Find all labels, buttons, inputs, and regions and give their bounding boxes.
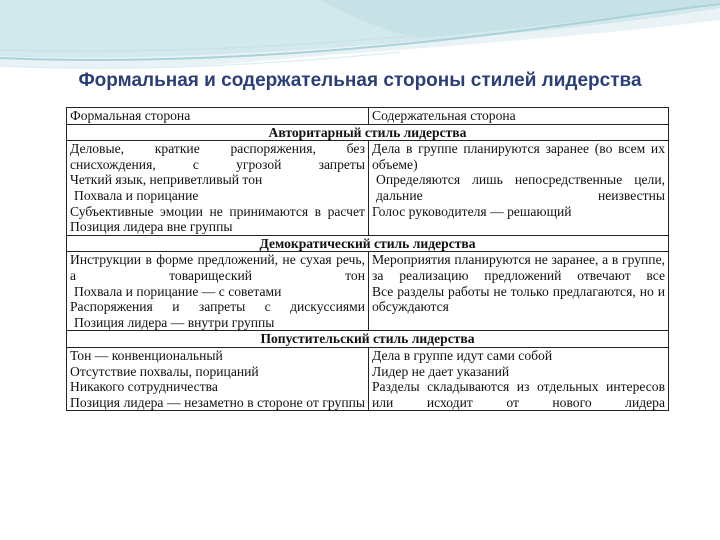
section-row-democratic [67, 235, 669, 252]
section-row-authoritarian [67, 124, 669, 141]
list-item: Разделы складываются из отдельных интересов или исходит от нового лидера [372, 379, 665, 410]
column-header-content: Содержательная сторона [369, 108, 669, 125]
formal-cell [67, 141, 369, 236]
list-item: Все разделы работы не только предлагаются, но и обсуждаются [372, 283, 665, 315]
slide-title: Формальная и содержательная стороны стилей лидерства [78, 70, 642, 91]
list-item: Позиция лидера — внутри группы [74, 314, 275, 330]
formal-cell [67, 252, 369, 331]
table-row [67, 347, 669, 410]
list-item: Тон — конвенциональный [70, 347, 223, 363]
table-row [67, 141, 669, 236]
section-row-permissive [67, 331, 669, 348]
formal-cell [67, 347, 369, 410]
section-title: Демократический стиль лидерства [67, 235, 669, 252]
leadership-styles-table [66, 107, 669, 411]
list-item: Распоряжения и запреты с дискуссиями [70, 299, 365, 315]
list-item: Похвала и порицание — с советами [74, 283, 282, 299]
list-item: Инструкции в форме предложений, не сухая речь, а товарищеский тон [70, 252, 365, 283]
list-item: Похвала и порицание [74, 187, 199, 203]
list-item: Деловые, краткие распоряжения, без снисхождения, с угрозой запреты [70, 141, 365, 172]
section-title: Попустительский стиль лидерства [67, 331, 669, 348]
list-item: Никакого сотрудничества [70, 379, 218, 395]
list-item: Мероприятия планируются не заранее, а в группе, за реализацию предложений отвечают все [372, 252, 665, 283]
list-item: Позиция лидера — незаметно в стороне от группы [70, 394, 365, 410]
list-item: Позиция лидера вне группы [70, 219, 233, 235]
section-title: Авторитарный стиль лидерства [67, 124, 669, 141]
content-cell [369, 141, 669, 236]
list-item: Четкий язык, неприветливый тон [70, 172, 263, 188]
list-item: Дела в группе идут сами собой [372, 347, 553, 363]
list-item: Дела в группе планируются заранее (во всем их объеме) [372, 141, 665, 172]
column-header-formal: Формальная сторона [67, 108, 369, 125]
content-cell [369, 252, 669, 331]
list-item: Голос руководителя — решающий [372, 203, 572, 219]
list-item: Отсутствие похвалы, порицаний [70, 363, 259, 379]
content-cell [369, 347, 669, 410]
list-item: Лидер не дает указаний [372, 363, 510, 379]
header-row [67, 108, 669, 125]
table-image [54, 100, 676, 492]
table-row [67, 252, 669, 331]
list-item: Субъективные эмоции не принимаются в расчет [70, 203, 365, 219]
list-item: Определяются лишь непосредственные цели, дальние неизвестны [376, 172, 665, 203]
